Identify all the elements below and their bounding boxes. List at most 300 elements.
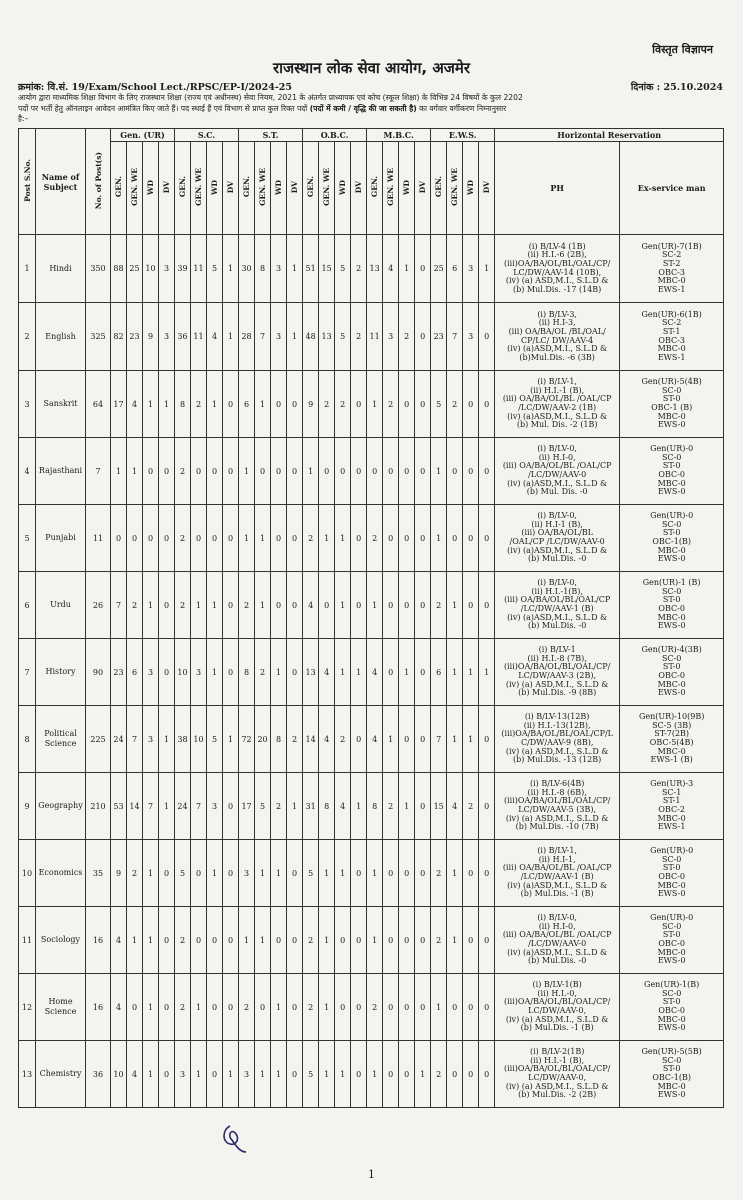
row-count-cell: 0: [191, 438, 207, 505]
row-count-cell: 1: [223, 1041, 239, 1108]
row-count-cell: 0: [351, 840, 367, 907]
ph-line: (iii)OA/BA/OL/BL/OAL/CP/: [504, 796, 611, 806]
row-count-cell: 20: [255, 706, 271, 773]
row-exservice-reservation: [620, 371, 724, 438]
row-count-cell: 82: [111, 303, 127, 371]
row-count-cell: 1: [255, 1041, 271, 1108]
row-count-cell: 0: [271, 505, 287, 572]
row-count-cell: 11: [191, 235, 207, 303]
sub-header-st-gen: GEN.: [239, 142, 255, 235]
row-count-cell: 36: [175, 303, 191, 371]
row-posts: 225: [86, 706, 111, 773]
row-count-cell: 0: [447, 505, 463, 572]
ph-line: (b)Mul.Dis. -6 (3B): [519, 352, 595, 362]
ph-line: (i) B/LV-1(B): [532, 980, 582, 990]
ph-line: (b) Mul.Dis. -10 (7B): [515, 822, 599, 832]
exservice-line: MBC-0: [657, 880, 686, 890]
exservice-line: Gen(UR)-3: [650, 779, 694, 789]
row-count-cell: 2: [431, 840, 447, 907]
exservice-line: OBC-0: [658, 939, 685, 948]
row-count-cell: 2: [367, 974, 383, 1041]
intro-line-4: है:–: [18, 114, 29, 123]
row-count-cell: 3: [383, 303, 399, 371]
row-count-cell: 38: [175, 706, 191, 773]
sub-header-mbc-genwe: GEN. WE: [383, 142, 399, 235]
exservice-line: EWS-1 (B): [650, 755, 693, 765]
row-count-cell: 0: [159, 505, 175, 572]
ph-line: (i) B/LV-6(4B): [529, 779, 585, 789]
row-posts: 35: [86, 840, 111, 907]
row-count-cell: 1: [431, 438, 447, 505]
row-subject: Urdu: [36, 572, 86, 639]
row-ph-reservation: [495, 706, 620, 773]
ph-line: (iii) OA/BA/OL/BL: [521, 528, 593, 538]
row-count-cell: 1: [111, 438, 127, 505]
row-count-cell: 4: [319, 639, 335, 706]
sub-header-sc-genwe: GEN. WE: [191, 142, 207, 235]
ph-line: (iv) (a) ASD,M.I., S.L.D &: [505, 679, 609, 689]
ph-line: (iii) OA/BA/OL/BL /OAL/CP: [502, 930, 612, 940]
row-count-cell: 0: [287, 572, 303, 639]
exservice-line: ST-0: [662, 528, 681, 538]
row-count-cell: 1: [463, 639, 479, 706]
exservice-line: SC-1: [661, 787, 682, 797]
row-count-cell: 1: [223, 706, 239, 773]
exservice-line: Gen(UR)-1(B): [644, 980, 700, 990]
row-count-cell: 2: [463, 773, 479, 840]
row-count-cell: 6: [447, 235, 463, 303]
sub-header-mbc-wd: WD: [399, 142, 415, 235]
row-count-cell: 4: [127, 371, 143, 438]
row-count-cell: 0: [207, 974, 223, 1041]
row-count-cell: 1: [207, 639, 223, 706]
row-count-cell: 0: [447, 438, 463, 505]
row-count-cell: 0: [143, 438, 159, 505]
table-row: [19, 505, 724, 572]
row-count-cell: 0: [351, 572, 367, 639]
row-count-cell: 3: [463, 303, 479, 371]
ph-line: (iv) (a) ASD,M.I., S.L.D &: [505, 746, 609, 756]
reference-line: [18, 80, 723, 93]
exservice-line: Gen(UR)-0: [650, 913, 694, 923]
ph-line: (b) Mul.Dis. -17 (14B): [513, 284, 602, 294]
row-count-cell: 15: [319, 235, 335, 303]
exservice-line: ST-0: [662, 662, 681, 672]
table-row: [19, 907, 724, 974]
ph-line: (ii) H.I.-1 (B),: [530, 1055, 585, 1065]
row-count-cell: 2: [271, 773, 287, 840]
row-count-cell: 23: [111, 639, 127, 706]
ph-line: (ii) H.I.-1 (B),: [530, 385, 585, 395]
row-count-cell: 0: [351, 1041, 367, 1108]
exservice-line: EWS-0: [657, 889, 686, 899]
exservice-line: EWS-0: [657, 1023, 686, 1033]
exservice-line: MBC-0: [657, 813, 686, 823]
row-count-cell: 6: [239, 371, 255, 438]
row-exservice-reservation: [620, 505, 724, 572]
row-count-cell: 1: [319, 974, 335, 1041]
table-row: [19, 706, 724, 773]
row-count-cell: 2: [175, 438, 191, 505]
row-count-cell: 10: [175, 639, 191, 706]
row-count-cell: 0: [383, 974, 399, 1041]
ph-line: LC/DW/AAV-5 (3B),: [518, 805, 597, 814]
row-count-cell: 0: [191, 907, 207, 974]
row-count-cell: 0: [287, 505, 303, 572]
row-exservice-reservation: [620, 639, 724, 706]
row-count-cell: 4: [367, 706, 383, 773]
row-count-cell: 1: [319, 1041, 335, 1108]
sub-header-st-genwe: GEN. WE: [255, 142, 271, 235]
row-sno: 4: [19, 438, 36, 505]
ph-line: (iii)OA/BA/OL/BL/OAL/CP/: [504, 662, 611, 672]
exservice-line: SC-0: [661, 452, 682, 462]
row-posts: 90: [86, 639, 111, 706]
ph-line: (iv) (a) ASD,M.I., S.L.D &: [505, 1081, 609, 1091]
exservice-line: MBC-0: [657, 344, 686, 354]
exservice-line: SC-0: [661, 854, 682, 864]
row-count-cell: 8: [255, 235, 271, 303]
ph-line: (iii) OA/BA/OL/BL /OAL/CP: [502, 863, 612, 873]
row-count-cell: 1: [479, 639, 495, 706]
exservice-line: MBC-0: [657, 679, 686, 689]
table-row: [19, 438, 724, 505]
row-count-cell: 1: [239, 505, 255, 572]
row-count-cell: 0: [159, 438, 175, 505]
row-count-cell: 0: [479, 974, 495, 1041]
advertisement-date: दिनांक : 25.10.2024: [630, 82, 723, 93]
exservice-line: ST-1: [662, 326, 681, 336]
row-count-cell: 0: [479, 572, 495, 639]
exservice-line: OBC-0: [658, 604, 685, 613]
row-count-cell: 1: [431, 505, 447, 572]
row-count-cell: 2: [239, 572, 255, 639]
row-count-cell: 0: [399, 438, 415, 505]
row-count-cell: 0: [207, 907, 223, 974]
ph-line: (b) Mul.Dis. -0: [528, 621, 587, 631]
ph-line: (iii)OA/BA/OL/BL/OAL/CP/L: [501, 729, 613, 739]
row-count-cell: 0: [383, 1041, 399, 1108]
row-count-cell: 2: [399, 303, 415, 371]
ph-line: (b) Mul.Dis. -0: [528, 554, 587, 564]
row-count-cell: 1: [239, 438, 255, 505]
row-count-cell: 2: [367, 505, 383, 572]
exservice-line: Gen(UR)-4(3B): [641, 645, 702, 655]
sub-header-st-wd: WD: [271, 142, 287, 235]
row-exservice-reservation: [620, 1041, 724, 1108]
exservice-line: OBC-5(4B): [649, 738, 694, 747]
row-count-cell: 0: [271, 907, 287, 974]
exservice-line: Gen(UR)-0: [650, 846, 694, 856]
row-count-cell: 2: [431, 1041, 447, 1108]
ph-line: (iv) (a)ASD,M.I., S.L.D &: [507, 411, 608, 421]
row-subject: Political Science: [36, 706, 86, 773]
row-count-cell: 1: [415, 1041, 431, 1108]
ph-line: (ii) H.I-1,: [538, 854, 576, 864]
row-count-cell: 1: [319, 840, 335, 907]
row-count-cell: 1: [287, 773, 303, 840]
ph-line: (ii) H.I.-8 (7B),: [527, 653, 587, 663]
row-count-cell: 8: [271, 706, 287, 773]
exservice-line: OBC-0: [658, 470, 685, 479]
exservice-line: ST-0: [662, 461, 681, 471]
row-count-cell: 2: [383, 371, 399, 438]
group-header-mbc: M.B.C.: [367, 129, 431, 142]
row-count-cell: 1: [335, 505, 351, 572]
row-ph-reservation: [495, 1041, 620, 1108]
row-count-cell: 9: [111, 840, 127, 907]
row-count-cell: 0: [287, 639, 303, 706]
ph-line: (i) B/LV-3,: [537, 309, 577, 319]
exservice-line: OBC-1(B): [652, 537, 691, 546]
intro-paragraph: [18, 93, 723, 125]
row-ph-reservation: [495, 303, 620, 371]
ph-line: (b) Mul. Dis. -2 (1B): [516, 420, 598, 430]
row-count-cell: 0: [223, 438, 239, 505]
row-count-cell: 3: [271, 303, 287, 371]
ph-line: (ii) H.I.-0,: [537, 988, 577, 998]
row-count-cell: 1: [335, 639, 351, 706]
row-count-cell: 2: [351, 303, 367, 371]
intro-bold-note: (पदों में कमी / वृद्धि की जा सकती है): [309, 103, 417, 113]
row-count-cell: 2: [239, 974, 255, 1041]
row-subject: Hindi: [36, 235, 86, 303]
row-count-cell: 0: [207, 1041, 223, 1108]
ph-line: (ii) H.I.-1(B),: [531, 586, 583, 596]
row-sno: 9: [19, 773, 36, 840]
exservice-line: EWS-1: [657, 822, 686, 832]
row-count-cell: 5: [175, 840, 191, 907]
row-count-cell: 1: [255, 505, 271, 572]
ph-line: (i) B/LV-13(12B): [524, 712, 590, 722]
table-row: [19, 773, 724, 840]
group-header-obc: O.B.C.: [303, 129, 367, 142]
exservice-line: MBC-0: [657, 746, 686, 756]
row-count-cell: 24: [175, 773, 191, 840]
row-count-cell: 5: [303, 1041, 319, 1108]
exservice-line: ST-1: [662, 796, 681, 806]
row-count-cell: 1: [447, 639, 463, 706]
row-count-cell: 4: [111, 974, 127, 1041]
group-header-st: S.T.: [239, 129, 303, 142]
ph-line: (i) B/LV-2(1B): [529, 1047, 585, 1057]
table-row: [19, 572, 724, 639]
row-count-cell: 1: [127, 907, 143, 974]
row-subject: Chemistry: [36, 1041, 86, 1108]
sub-header-st-dv: DV: [287, 142, 303, 235]
row-count-cell: 2: [319, 371, 335, 438]
exservice-line: ST-0: [662, 1064, 681, 1074]
row-count-cell: 1: [143, 840, 159, 907]
row-sno: 1: [19, 235, 36, 303]
row-count-cell: 0: [479, 773, 495, 840]
ph-line: LC/DW/AAV-3 (2B),: [518, 671, 597, 680]
row-count-cell: 1: [143, 907, 159, 974]
row-count-cell: 1: [335, 1041, 351, 1108]
row-count-cell: 1: [399, 235, 415, 303]
row-count-cell: 6: [127, 639, 143, 706]
row-posts: 7: [86, 438, 111, 505]
row-subject: Geography: [36, 773, 86, 840]
row-sno: 5: [19, 505, 36, 572]
row-ph-reservation: [495, 235, 620, 303]
ph-line: /OAL/CP /LC/DW/AAV-0: [509, 537, 605, 546]
row-count-cell: 15: [431, 773, 447, 840]
row-count-cell: 0: [463, 505, 479, 572]
group-header-ur: Gen. (UR): [111, 129, 175, 142]
row-count-cell: 1: [223, 235, 239, 303]
row-count-cell: 0: [415, 371, 431, 438]
ph-line: LC/DW/AAV-0,: [528, 1073, 587, 1082]
exservice-line: SC-0: [661, 653, 682, 663]
row-count-cell: 0: [383, 505, 399, 572]
ph-line: (i) B/LV-0,: [537, 578, 577, 588]
sub-header-sc-dv: DV: [223, 142, 239, 235]
row-count-cell: 0: [415, 303, 431, 371]
row-count-cell: 1: [159, 371, 175, 438]
row-ph-reservation: [495, 438, 620, 505]
ph-line: (b) Mul.Dis. -1 (B): [520, 1023, 594, 1033]
ph-line: (i) B/LV-0,: [537, 913, 577, 923]
row-count-cell: 1: [335, 840, 351, 907]
row-count-cell: 0: [479, 371, 495, 438]
row-subject: Punjabi: [36, 505, 86, 572]
row-count-cell: 5: [303, 840, 319, 907]
ph-line: (iii) OA/BA/OL/BL /OAL/CP: [502, 394, 612, 404]
ph-line: (iv) (a)ASD,M.I., S.L.D &: [507, 947, 608, 957]
row-count-cell: 7: [143, 773, 159, 840]
row-count-cell: 0: [383, 639, 399, 706]
exservice-line: Gen(UR)-0: [650, 444, 694, 454]
row-count-cell: 0: [351, 438, 367, 505]
row-count-cell: 1: [143, 572, 159, 639]
row-count-cell: 1: [207, 840, 223, 907]
exservice-line: OBC-3: [658, 335, 685, 345]
row-count-cell: 0: [399, 371, 415, 438]
exservice-line: EWS-1: [657, 284, 686, 294]
row-posts: 210: [86, 773, 111, 840]
row-count-cell: 8: [319, 773, 335, 840]
row-count-cell: 2: [175, 974, 191, 1041]
exservice-line: EWS-0: [657, 1090, 686, 1100]
row-count-cell: 0: [479, 303, 495, 371]
row-count-cell: 0: [351, 505, 367, 572]
exservice-line: MBC-0: [657, 1014, 686, 1024]
ph-line: (b) Mul.Dis. -2 (2B): [518, 1090, 597, 1100]
row-count-cell: 7: [127, 706, 143, 773]
row-count-cell: 72: [239, 706, 255, 773]
exservice-line: MBC-0: [657, 276, 686, 286]
exservice-line: MBC-0: [657, 411, 686, 421]
ph-line: (ii) H.I-0,: [538, 921, 576, 931]
row-count-cell: 1: [255, 907, 271, 974]
exservice-line: MBC-0: [657, 545, 686, 555]
row-count-cell: 1: [287, 303, 303, 371]
row-sno: 7: [19, 639, 36, 706]
row-count-cell: 2: [351, 235, 367, 303]
row-subject: Home Science: [36, 974, 86, 1041]
exservice-line: MBC-0: [657, 612, 686, 622]
table-row: [19, 235, 724, 303]
row-count-cell: 5: [335, 303, 351, 371]
row-count-cell: 0: [399, 1041, 415, 1108]
row-count-cell: 0: [415, 706, 431, 773]
table-row: [19, 303, 724, 371]
row-count-cell: 0: [287, 1041, 303, 1108]
row-count-cell: 0: [223, 907, 239, 974]
ph-line: (b) Mul.Dis. -9 (8B): [518, 688, 597, 698]
row-posts: 350: [86, 235, 111, 303]
row-count-cell: 1: [447, 706, 463, 773]
row-count-cell: 23: [127, 303, 143, 371]
row-count-cell: 0: [415, 907, 431, 974]
row-count-cell: 0: [383, 438, 399, 505]
exservice-line: OBC-0: [658, 671, 685, 680]
row-count-cell: 1: [255, 371, 271, 438]
row-count-cell: 1: [191, 1041, 207, 1108]
intro-line-1: आयोग द्वारा माध्यमिक शिक्षा विभाग के लिए राजस्थान शिक्षा (राज्य एवं अधीनस्थ) सेवा नियम, 2021 के अंतर्गत प्राध्यापक एवं कोच (स्कूल शिक्षा) के विभिन्न 24 विषयों के कुल 2202: [18, 93, 523, 102]
row-count-cell: 1: [255, 840, 271, 907]
row-count-cell: 1: [143, 371, 159, 438]
row-count-cell: 1: [351, 639, 367, 706]
exservice-line: ST-0: [662, 997, 681, 1007]
exservice-line: Gen(UR)-1 (B): [642, 578, 701, 588]
row-count-cell: 17: [239, 773, 255, 840]
row-count-cell: 4: [319, 706, 335, 773]
exservice-line: MBC-0: [657, 1081, 686, 1091]
row-count-cell: 1: [191, 572, 207, 639]
exservice-line: OBC-2: [658, 805, 685, 814]
row-count-cell: 1: [207, 371, 223, 438]
exservice-line: MBC-0: [657, 947, 686, 957]
row-count-cell: 0: [415, 639, 431, 706]
ph-line: (iv) (a) ASD,M.I., S.L.D &: [505, 276, 609, 286]
row-count-cell: 0: [319, 438, 335, 505]
ph-line: (b) Mul. Dis. -0: [526, 487, 588, 497]
exservice-line: OBC-1 (B): [651, 403, 693, 412]
document-type-label: विस्तृत विज्ञापन: [652, 43, 713, 56]
sub-header-ur-genwe: GEN. WE: [127, 142, 143, 235]
row-count-cell: 2: [431, 572, 447, 639]
group-header-ews: E.W.S.: [431, 129, 495, 142]
ph-line: (b) Mul.Dis. -1 (B): [520, 889, 594, 899]
row-count-cell: 13: [303, 639, 319, 706]
row-exservice-reservation: [620, 303, 724, 371]
row-posts: 64: [86, 371, 111, 438]
sub-header-ews-wd: WD: [463, 142, 479, 235]
row-exservice-reservation: [620, 840, 724, 907]
row-count-cell: 0: [415, 572, 431, 639]
ph-line: (iii)OA/BA/OL/BL/OAL/CP/: [504, 1064, 611, 1074]
exservice-line: SC-0: [661, 519, 682, 529]
row-count-cell: 0: [399, 907, 415, 974]
row-posts: 26: [86, 572, 111, 639]
row-count-cell: 0: [335, 974, 351, 1041]
row-posts: 11: [86, 505, 111, 572]
row-count-cell: 4: [207, 303, 223, 371]
row-count-cell: 1: [399, 639, 415, 706]
row-count-cell: 0: [159, 974, 175, 1041]
row-count-cell: 2: [175, 572, 191, 639]
row-count-cell: 1: [367, 572, 383, 639]
sub-header-obc-genwe: GEN. WE: [319, 142, 335, 235]
row-count-cell: 5: [207, 706, 223, 773]
row-count-cell: 51: [303, 235, 319, 303]
row-count-cell: 4: [383, 235, 399, 303]
row-sno: 2: [19, 303, 36, 371]
row-count-cell: 39: [175, 235, 191, 303]
sub-header-mbc-gen: GEN.: [367, 142, 383, 235]
